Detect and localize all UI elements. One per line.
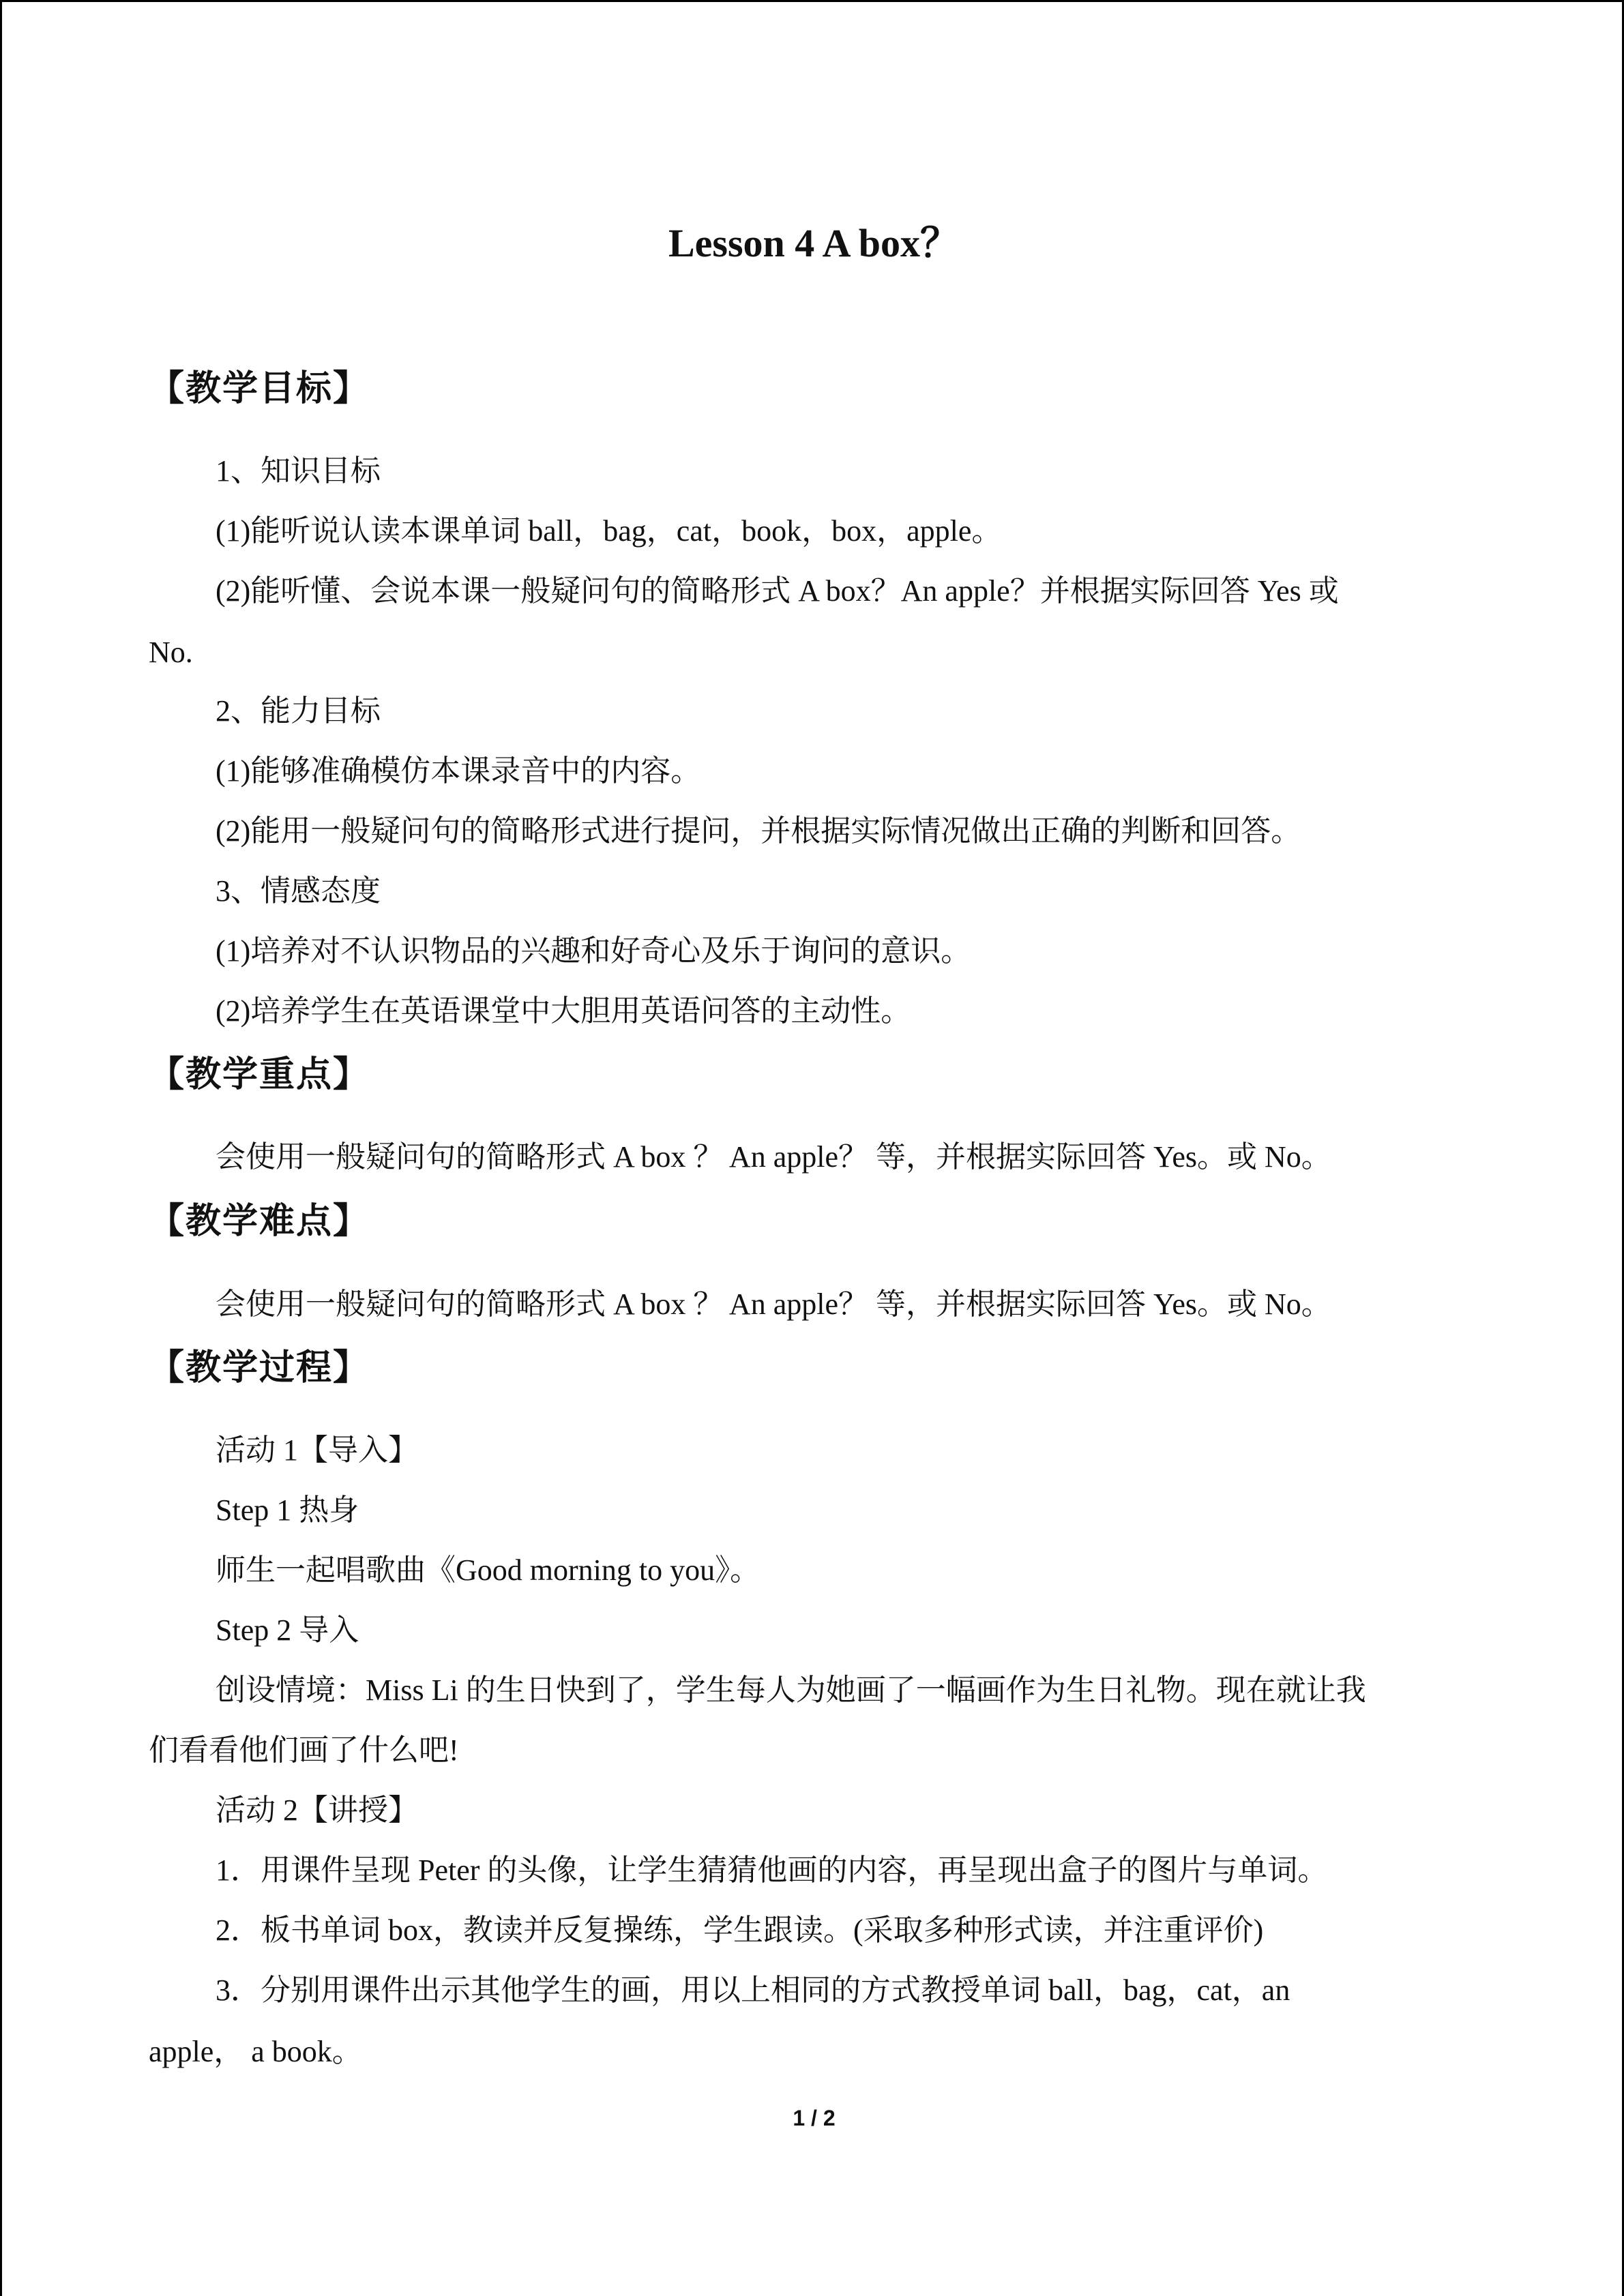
- process-line-3: 师生一起唱歌曲《Good morning to you》。: [216, 1553, 761, 1587]
- objectives-line-3: (2)能听懂、会说本课一般疑问句的简略形式 A box？An apple？并根据实际回答 Yes 或: [216, 574, 1339, 608]
- page-number: 1 / 2: [793, 2106, 836, 2130]
- section-heading-process: 【教学过程】: [149, 1347, 370, 1388]
- key-points-line-1: 会使用一般疑问句的简略形式 A box ？ An apple？ 等，并根据实际回答 Yes。或 No。: [216, 1140, 1331, 1174]
- process-line-6: 们看看他们画了什么吧!: [149, 1733, 459, 1767]
- objectives-line-9: (1)培养对不认识物品的兴趣和好奇心及乐于询问的意识。: [216, 934, 971, 968]
- section-heading-objectives: 【教学目标】: [149, 368, 370, 409]
- objectives-line-10: (2)培养学生在英语课堂中大胆用英语问答的主动性。: [216, 994, 911, 1028]
- process-line-8: 1．用课件呈现 Peter 的头像，让学生猜猜他画的内容，再呈现出盒子的图片与单词。: [216, 1853, 1328, 1887]
- process-line-4: Step 2 导入: [216, 1613, 359, 1647]
- document-title: Lesson 4 A box？: [668, 221, 960, 265]
- difficulties-line-1: 会使用一般疑问句的简略形式 A box ？ An apple？ 等，并根据实际回答 Yes。或 No。: [216, 1287, 1331, 1321]
- process-line-11: apple， a book。: [149, 2035, 362, 2068]
- objectives-line-7: (2)能用一般疑问句的简略形式进行提问，并根据实际情况做出正确的判断和回答。: [216, 814, 1301, 848]
- process-line-2: Step 1 热身: [216, 1493, 359, 1527]
- process-line-10: 3．分别用课件出示其他学生的画，用以上相同的方式教授单词 ball，bag，cat，an: [216, 1973, 1290, 2007]
- objectives-line-4: No.: [149, 636, 193, 669]
- process-line-7: 活动 2【讲授】: [216, 1793, 418, 1827]
- objectives-line-1: 1、知识目标: [216, 454, 381, 488]
- process-line-5: 创设情境：Miss Li 的生日快到了，学生每人为她画了一幅画作为生日礼物。现在就让我: [216, 1673, 1366, 1707]
- objectives-line-8: 3、情感态度: [216, 874, 381, 908]
- objectives-line-2: (1)能听说认读本课单词 ball，bag，cat，book，box，apple。: [216, 514, 1002, 548]
- objectives-line-5: 2、能力目标: [216, 694, 381, 728]
- objectives-line-6: (1)能够准确模仿本课录音中的内容。: [216, 754, 701, 788]
- section-heading-key-points: 【教学重点】: [149, 1054, 370, 1095]
- section-heading-difficulties: 【教学难点】: [149, 1201, 370, 1242]
- process-line-1: 活动 1【导入】: [216, 1433, 418, 1467]
- process-line-9: 2．板书单词 box，教读并反复操练，学生跟读。(采取多种形式读，并注重评价): [216, 1913, 1264, 1947]
